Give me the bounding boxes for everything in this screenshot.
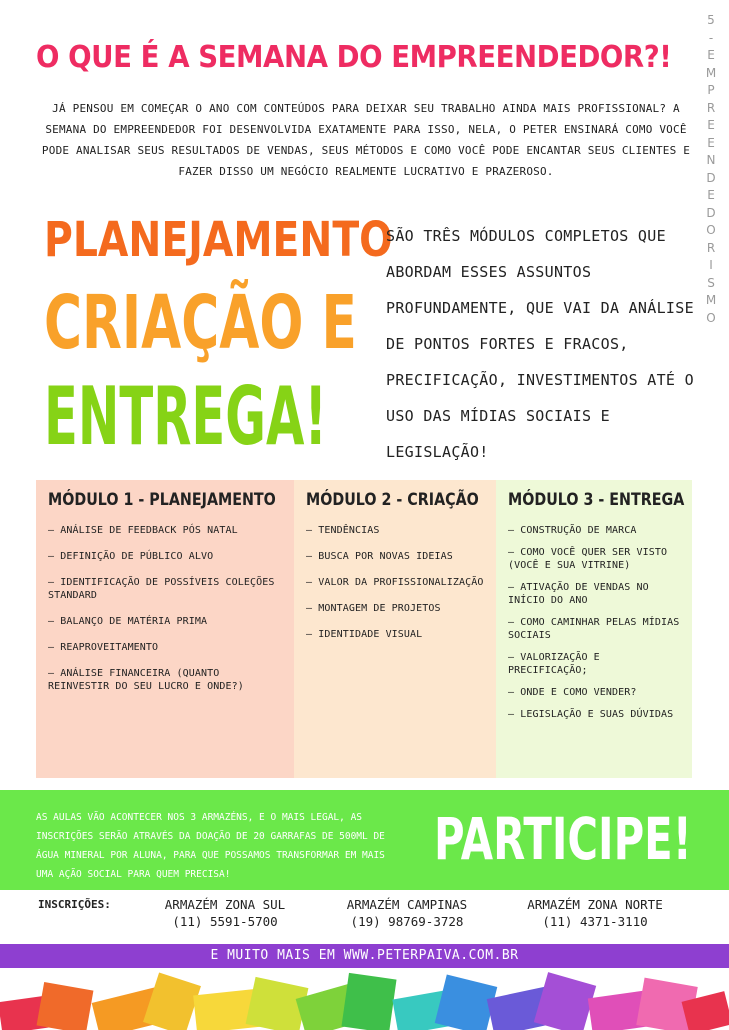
list-item: – LEGISLAÇÃO E SUAS DÚVIDAS xyxy=(508,709,674,720)
list-item: – BUSCA POR NOVAS IDEIAS xyxy=(306,551,453,562)
list-item: – ONDE E COMO VENDER? xyxy=(508,687,637,698)
participation-banner xyxy=(0,790,729,890)
side-char: M xyxy=(705,293,717,307)
location-name: ARMAZÉM ZONA NORTE xyxy=(527,897,663,912)
headline-criacao: CRIAÇÃO E xyxy=(44,280,357,366)
module-1-panel xyxy=(36,480,294,778)
list-item: – COMO VOCÊ QUER SER VISTO (VOCÊ E SUA VITRINE) xyxy=(508,547,668,571)
module-2-list xyxy=(306,524,484,641)
side-char: E xyxy=(707,48,715,62)
decorative-blocks-group xyxy=(0,972,729,1030)
banner-text: AS AULAS VÃO ACONTECER NOS 3 ARMAZÉNS, E O MAIS LEGAL, AS INSCRIÇÕES SERÃO ATRAVÉS DA DOAÇÃO DE 20 GARRAFAS DE 500ML DE ÁGUA MINERAL POR ALUNA, PARA QUE POSSAMOS TRANSFORMAR EM MAIS UMA AÇÃO SOCIAL PARA QUEM PRECISA! xyxy=(36,812,385,880)
list-item: – REAPROVEITAMENTO xyxy=(48,642,159,653)
side-char: M xyxy=(705,65,717,80)
location-phone: (11) 4371-3110 xyxy=(542,914,648,929)
location-phone: (19) 98769-3728 xyxy=(350,914,464,929)
side-char: D xyxy=(706,205,716,220)
headline-entrega: ENTREGA! xyxy=(44,370,328,463)
location-name: ARMAZÉM CAMPINAS xyxy=(346,897,468,912)
intro-paragraph: JÁ PENSOU EM COMEÇAR O ANO COM CONTEÚDOS PARA DEIXAR SEU TRABALHO AINDA MAIS PROFISSIONAL? A SEMANA DO EMPREENDEDOR FOI DESENVOLVIDA EXATAMENTE PARA ISSO, NELA, O PETER ENSINARÁ COMO VOCÊ PODE ANALISAR SEUS RESULTADOS DE VENDAS, SEUS MÉTODOS E COMO VOCÊ PODE ENCANTAR SEUS CLIENTES E FAZER DISSO UM NEGÓCIO REALMENTE LUCRATIVO E PRAZEROSO. xyxy=(41,102,691,178)
registration-label: INSCRIÇÕES: xyxy=(38,898,111,911)
side-char: D xyxy=(706,170,716,185)
list-item: – COMO CAMINHAR PELAS MÍDIAS SOCIAIS xyxy=(508,617,680,641)
side-char: O xyxy=(706,310,716,325)
side-char: E xyxy=(707,118,715,132)
location-name: ARMAZÉM ZONA SUL xyxy=(164,897,286,912)
list-item: – IDENTIDADE VISUAL xyxy=(306,629,423,640)
side-char: E xyxy=(707,188,715,202)
location-zona-sul xyxy=(140,896,310,930)
module-1-list xyxy=(48,524,282,693)
location-campinas xyxy=(322,896,492,930)
location-phone: (11) 5591-5700 xyxy=(172,914,278,929)
module-3-list xyxy=(508,524,680,721)
module-2-panel xyxy=(294,480,496,778)
side-char: I xyxy=(709,258,713,272)
side-char: 5 xyxy=(707,13,715,27)
side-char: P xyxy=(707,83,715,97)
module-3-title: MÓDULO 3 - ENTREGA xyxy=(508,490,685,510)
list-item: – DEFINIÇÃO DE PÚBLICO ALVO xyxy=(48,551,214,562)
list-item: – ANÁLISE DE FEEDBACK PÓS NATAL xyxy=(48,525,238,536)
side-char: O xyxy=(706,223,716,237)
footer-website-bar: E MUITO MAIS EM WWW.PETERPAIVA.COM.BR xyxy=(0,944,729,968)
list-item: – VALORIZAÇÃO E PRECIFICAÇÃO; xyxy=(508,652,600,676)
side-char: R xyxy=(706,100,716,115)
headline-planejamento: PLANEJAMENTO xyxy=(44,212,393,268)
side-char: S xyxy=(707,275,715,290)
list-item: – IDENTIFICAÇÃO DE POSSÍVEIS COLEÇÕES STANDARD xyxy=(48,577,275,601)
module-1-title: MÓDULO 1 - PLANEJAMENTO xyxy=(48,490,276,510)
vertical-side-text xyxy=(700,12,722,327)
side-char: R xyxy=(706,240,716,255)
location-zona-norte xyxy=(500,896,690,930)
participe-cta: PARTICIPE! xyxy=(434,805,692,873)
side-char: - xyxy=(708,30,714,45)
list-item: – MONTAGEM DE PROJETOS xyxy=(306,603,441,614)
list-item: – ATIVAÇÃO DE VENDAS NO INÍCIO DO ANO xyxy=(508,582,649,606)
module-2-title: MÓDULO 2 - CRIAÇÃO xyxy=(306,490,479,510)
list-item: – VALOR DA PROFISSIONALIZAÇÃO xyxy=(306,577,484,588)
list-item: – ANÁLISE FINANCEIRA (QUANTO REINVESTIR DO SEU LUCRO E ONDE?) xyxy=(48,668,244,692)
list-item: – TENDÊNCIAS xyxy=(306,525,380,536)
summary-paragraph: SÃO TRÊS MÓDULOS COMPLETOS QUE ABORDAM ESSES ASSUNTOS PROFUNDAMENTE, QUE VAI DA ANÁLISE DE PONTOS FORTES E FRACOS, PRECIFICAÇÃO, INVESTIMENTOS ATÉ O USO DAS MÍDIAS SOCIAIS E LEGISLAÇÃO! xyxy=(386,227,694,461)
module-3-panel xyxy=(496,480,692,778)
list-item: – BALANÇO DE MATÉRIA PRIMA xyxy=(48,616,208,627)
decorative-color-blocks xyxy=(0,968,729,1030)
page-title: O QUE É A SEMANA DO EMPREENDEDOR?! xyxy=(36,40,672,75)
list-item: – CONSTRUÇÃO DE MARCA xyxy=(508,525,637,536)
side-char: N xyxy=(706,153,716,167)
side-char: E xyxy=(707,135,715,150)
